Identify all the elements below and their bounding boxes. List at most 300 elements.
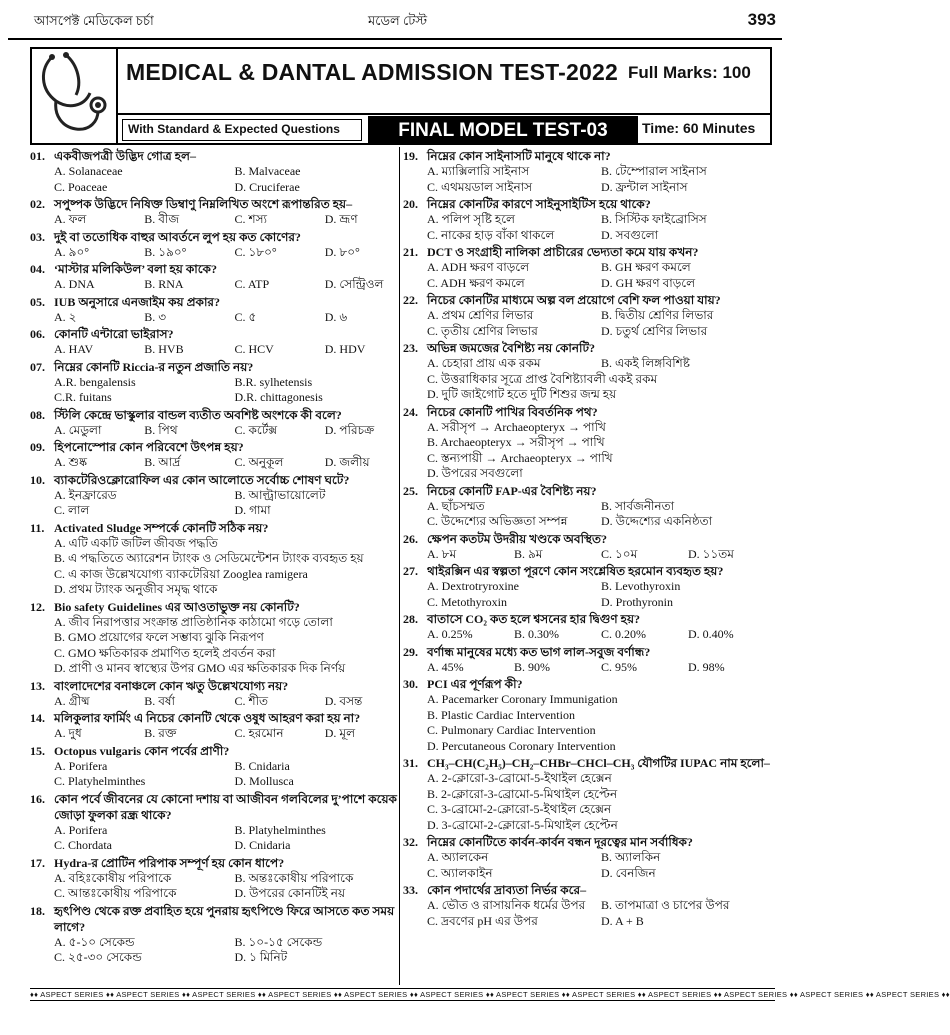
question-stem bbox=[30, 743, 415, 759]
answer-option: D. HDV bbox=[324, 342, 366, 356]
answer-option: B. HVB bbox=[144, 342, 184, 356]
answer-options bbox=[30, 245, 415, 261]
question-number: 23. bbox=[403, 341, 418, 355]
question-number: 13. bbox=[30, 678, 45, 693]
answer-option: D. চতুর্থ শ্রেণির লিভার bbox=[601, 323, 708, 338]
answer-option: C. HCV bbox=[234, 342, 274, 356]
question-stem bbox=[30, 326, 415, 342]
answer-option: C. ১৮০° bbox=[234, 244, 277, 259]
question-stem bbox=[30, 359, 415, 375]
question-stem bbox=[30, 229, 415, 245]
question-text: নিম্নের কোনটির কারণে সাইনুসাইটিস হয়ে থাকে? bbox=[427, 197, 651, 211]
answer-options bbox=[403, 547, 775, 563]
question-text: দুই বা ততোধিক বাহুর আবর্তনে লুপ হয় কত কোণের? bbox=[54, 229, 301, 244]
question-number: 08. bbox=[30, 407, 45, 422]
question-number: 18. bbox=[30, 903, 45, 918]
answer-option: C. 3-ব্রোমো-2-ক্লোরো-5-ইথাইল হেক্সেন bbox=[427, 802, 612, 816]
answer-option: C. ২৫-৩০ সেকেন্ড bbox=[54, 950, 142, 964]
question-item bbox=[403, 292, 775, 339]
question-text: কোন পদার্থের দ্রাব্যতা নির্ভর করে– bbox=[427, 883, 587, 897]
question-item bbox=[30, 439, 415, 471]
question-number: 20. bbox=[403, 197, 418, 211]
question-text: CH₃–CH(C₂H₅)–CH₂–CHBr–CHCl–CH₃ যৌগটির IUPAC নাম হলো– bbox=[427, 756, 770, 770]
answer-option: D. ৬ bbox=[324, 309, 348, 324]
question-number: 01. bbox=[30, 149, 45, 163]
answer-option: B. একই লিঙ্গবিশিষ্ট bbox=[601, 356, 690, 370]
question-text: IUB অনুসারে এনজাইম কয় প্রকার? bbox=[54, 294, 221, 309]
answer-options bbox=[30, 164, 415, 195]
question-number: 04. bbox=[30, 262, 45, 276]
question-item bbox=[403, 611, 775, 643]
answer-option: C.R. fuitans bbox=[54, 390, 112, 404]
answer-option: A. সরীসৃপ → Archaeopteryx → পাখি bbox=[427, 419, 606, 434]
answer-option: D. প্রথম ট্যাংক অনুজীব সমৃদ্ধ থাকে bbox=[54, 582, 218, 596]
question-text: স্টিলি কেন্দ্রে ভাস্কুলার বান্ডল ব্যতীত অবশিষ্ট অংশকে কী বলে? bbox=[54, 407, 342, 422]
answer-option: C. তৃতীয় শ্রেণির লিভার bbox=[427, 323, 538, 338]
answer-options bbox=[403, 499, 775, 530]
answer-options bbox=[30, 375, 415, 406]
answer-options bbox=[403, 660, 775, 676]
question-number: 06. bbox=[30, 327, 45, 341]
question-number: 28. bbox=[403, 612, 418, 626]
question-text: একবীজপত্রী উদ্ভিদ গোত্র হল– bbox=[54, 149, 196, 163]
answer-option: A. শুষ্ক bbox=[54, 455, 88, 469]
answer-option: B. এ পদ্ধতিতে অ্যারেশন ট্যাংক ও সেডিমেন্টেশন ট্যাংক ব্যবহৃত হয় bbox=[54, 551, 364, 565]
question-stem bbox=[30, 791, 415, 823]
answer-option: C. Metothyroxin bbox=[427, 594, 507, 609]
question-number: 16. bbox=[30, 791, 45, 806]
question-stem bbox=[403, 676, 775, 692]
answer-option: D. বসন্ত bbox=[324, 693, 363, 708]
running-header-book: আসপেক্ট মেডিকেল চর্চা bbox=[34, 13, 154, 28]
answer-options bbox=[30, 694, 415, 710]
answer-option: A. ৫-১০ সেকেন্ড bbox=[54, 934, 135, 949]
model-test-label: FINAL MODEL TEST-03 bbox=[368, 116, 638, 145]
question-text: বর্ণান্ধ মানুষের মধ্যে কত ভাগ লাল-সবুজ বর্ণান্ধ? bbox=[427, 644, 651, 659]
question-item bbox=[30, 710, 415, 742]
answer-options bbox=[30, 935, 415, 966]
answer-option: B. 0.30% bbox=[514, 627, 559, 641]
question-item bbox=[30, 148, 415, 195]
answer-option: D. Cruciferae bbox=[234, 179, 300, 194]
answer-option: B. দ্বিতীয় শ্রেণির লিভার bbox=[601, 308, 714, 322]
question-stem bbox=[403, 404, 775, 420]
answer-option: A. Solanaceae bbox=[54, 164, 123, 178]
answer-option: C. শস্য bbox=[234, 212, 268, 226]
question-item bbox=[403, 563, 775, 610]
question-text: Octopus vulgaris কোন পর্বের প্রাণী? bbox=[54, 743, 230, 758]
answer-option: B. পিথ bbox=[144, 422, 178, 437]
question-text: নিম্নের কোনটিতে কার্বন-কার্বন বন্ধন দূরত্বের মান সর্বাধিক? bbox=[427, 835, 693, 849]
banner-divider bbox=[118, 113, 770, 115]
question-item bbox=[403, 676, 775, 754]
answer-option: A. ADH ক্ষরণ বাড়লে bbox=[427, 260, 530, 274]
answer-option: C. উদ্দেশ্যের অভিজ্ঞতা সম্পন্ন bbox=[427, 514, 568, 528]
answer-option: A. Dextrotryroxine bbox=[427, 579, 519, 593]
answer-option: C. স্তন্যপায়ী → Archaeopteryx → পাখি bbox=[427, 450, 613, 465]
answer-option: B. টেম্পোরাল সাইনাস bbox=[601, 164, 707, 178]
answer-option: C. উত্তরাধিকার সূত্রে প্রাপ্ত বৈশিষ্ট্যাবলী একই রকম bbox=[427, 371, 658, 386]
question-text: ক্ষেপন কতটম উদরীয় খণ্ডকে অবস্থিত? bbox=[427, 531, 607, 546]
answer-option: A. DNA bbox=[54, 277, 95, 291]
question-number: 22. bbox=[403, 293, 418, 307]
question-number: 21. bbox=[403, 245, 418, 259]
exam-banner bbox=[30, 47, 772, 145]
answer-options bbox=[30, 871, 415, 902]
question-stem bbox=[30, 407, 415, 423]
answer-option: B. 2-ক্লোরো-3-ব্রোমো-5-মিথাইল হেপ্টেন bbox=[427, 786, 618, 801]
question-number: 33. bbox=[403, 883, 418, 897]
answer-option: D. Mollusca bbox=[234, 774, 294, 788]
question-number: 32. bbox=[403, 835, 418, 849]
answer-option: A. মেডুলা bbox=[54, 422, 102, 437]
question-stem bbox=[30, 520, 415, 536]
answer-options bbox=[30, 536, 415, 598]
answer-option: A. Pacemarker Coronary Immunigation bbox=[427, 692, 618, 706]
answer-option: C. Chordata bbox=[54, 838, 112, 852]
answer-option: A. জীব নিরাপত্তার সংক্রান্ত প্রাতিষ্ঠানিক কাঠামো গড়ে তোলা bbox=[54, 614, 333, 629]
answer-options bbox=[403, 356, 775, 403]
answer-option: D. মূল bbox=[324, 726, 356, 740]
question-number: 19. bbox=[403, 149, 418, 163]
answer-option: A. অ্যালকেন bbox=[427, 850, 489, 864]
question-stem bbox=[403, 644, 775, 660]
answer-option: D. উপরের কোনটিই নয় bbox=[234, 886, 346, 900]
answer-option: B. Platyhelminthes bbox=[234, 822, 326, 837]
answer-option: B. RNA bbox=[144, 277, 184, 291]
question-stem bbox=[30, 196, 415, 212]
question-item bbox=[30, 520, 415, 598]
question-stem bbox=[403, 196, 775, 212]
answer-option: C. হরমোন bbox=[234, 726, 284, 740]
answer-options bbox=[30, 823, 415, 854]
question-number: 10. bbox=[30, 472, 45, 487]
answer-option: C. কর্টেক্স bbox=[234, 422, 278, 437]
exam-subtitle: With Standard & Expected Questions bbox=[122, 119, 362, 141]
question-stem bbox=[403, 148, 775, 164]
answer-option: A. 2-ক্লোরো-3-ব্রোমো-5-ইথাইল হেক্সেন bbox=[427, 771, 612, 785]
answer-option: D. পরিচক্র bbox=[324, 422, 375, 437]
question-item bbox=[30, 903, 415, 966]
answer-option: B. আর্দ্র bbox=[144, 455, 181, 469]
question-number: 24. bbox=[403, 404, 418, 419]
right-question-column bbox=[403, 148, 775, 930]
answer-option: C. ADH ক্ষরণ কমলে bbox=[427, 275, 525, 290]
answer-options bbox=[30, 342, 415, 358]
question-number: 29. bbox=[403, 644, 418, 659]
answer-options bbox=[30, 455, 415, 471]
question-text: থাইরক্সিন এর স্বল্পতা পূরণে কোন সংশ্লেষিত হরমোন ব্যবহৃত হয়? bbox=[427, 564, 724, 578]
question-text: নিচের কোনটির মাধ্যমে অল্প বল প্রয়োগে বেশি ফল পাওয়া যায়? bbox=[427, 293, 721, 307]
question-item bbox=[30, 599, 415, 677]
answer-option: D.R. chittagonesis bbox=[234, 390, 323, 404]
question-number: 31. bbox=[403, 756, 418, 770]
left-question-column bbox=[30, 148, 415, 967]
answer-option: B. GMO প্রয়োগের ফলে সম্ভাব্য ঝুকি নিরূপণ bbox=[54, 630, 264, 644]
question-stem bbox=[403, 292, 775, 308]
question-text: নিম্নের কোন সাইনাসটি মানুষে থাকে না? bbox=[427, 149, 611, 163]
answer-option: B. Archaeopteryx → সরীসৃপ → পাখি bbox=[427, 435, 605, 449]
answer-options bbox=[403, 850, 775, 881]
answer-option: D. উদ্দেশ্যের একনিষ্ঠতা bbox=[601, 514, 713, 528]
question-number: 26. bbox=[403, 531, 418, 546]
full-marks: Full Marks: 100 bbox=[628, 63, 751, 82]
answer-option: D. সেন্ট্রিওল bbox=[324, 277, 384, 291]
answer-option: A. ৮ম bbox=[427, 546, 457, 561]
answer-option: D. জলীয় bbox=[324, 455, 370, 469]
question-number: 02. bbox=[30, 197, 45, 211]
question-number: 07. bbox=[30, 359, 45, 374]
question-number: 27. bbox=[403, 564, 418, 578]
question-stem bbox=[403, 531, 775, 547]
question-text: হিপনোস্পোর কোন পরিবেশে উৎপন্ন হয়? bbox=[54, 440, 244, 454]
time-limit: Time: 60 Minutes bbox=[642, 120, 756, 136]
answer-option: A. দুধ bbox=[54, 726, 82, 740]
answer-options bbox=[30, 212, 415, 228]
answer-option: B. ১০-১৫ সেকেন্ড bbox=[234, 934, 323, 949]
answer-option: D. ভ্রূণ bbox=[324, 212, 358, 226]
answer-option: C. Platyhelminthes bbox=[54, 774, 146, 788]
question-text: DCT ও সংগ্রাহী নালিকা প্রাচীরের ভেদ্যতা কমে যায় কখন? bbox=[427, 245, 699, 259]
answer-option: D. Cnidaria bbox=[234, 838, 291, 852]
answer-option: B. 90% bbox=[514, 659, 550, 674]
answer-option: C. 95% bbox=[601, 659, 637, 674]
header-rule bbox=[8, 38, 782, 40]
answer-option: D. ১১তম bbox=[688, 546, 734, 561]
question-number: 15. bbox=[30, 743, 45, 758]
answer-option: B. অ্যালকিন bbox=[601, 850, 661, 864]
question-text: নিম্নের কোনটি Riccia-র নতুন প্রজাতি নয়? bbox=[54, 359, 254, 374]
question-number: 30. bbox=[403, 677, 418, 691]
question-text: Activated Sludge সম্পর্কে কোনটি সঠিক নয়? bbox=[54, 520, 269, 535]
page-number: 393 bbox=[747, 10, 776, 29]
question-stem bbox=[403, 340, 775, 356]
answer-option: D. ৮০° bbox=[324, 244, 360, 259]
answer-option: D. দুটি জাইগোট হতে দুটি শিশুর জন্ম হয় bbox=[427, 387, 617, 401]
question-stem bbox=[403, 755, 775, 771]
answer-options bbox=[403, 579, 775, 610]
answer-options bbox=[30, 423, 415, 439]
answer-option: D. গামা bbox=[234, 503, 271, 517]
answer-option: A. পলিপ সৃষ্টি হলে bbox=[427, 212, 515, 226]
answer-option: C. Poaceae bbox=[54, 179, 108, 194]
answer-option: A. ইনফ্রারেড bbox=[54, 487, 117, 502]
question-stem bbox=[30, 472, 415, 488]
question-item bbox=[403, 755, 775, 833]
footer-series-strip: ♦♦ ASPECT SERIES ♦♦ ASPECT SERIES ♦♦ ASPECT SERIES ♦♦ ASPECT SERIES ♦♦ ASPECT SERIES ♦♦ ASPECT SERIES ♦♦ ASPECT SERIES ♦♦ ASPECT SERIES ♦♦ ASPECT SERIES ♦♦ ASPECT SERIES ♦♦ ASPECT SERIES ♦♦ ASPECT SERIES ♦♦ bbox=[30, 990, 950, 999]
answer-option: C. এথময়ডাল সাইনাস bbox=[427, 179, 533, 194]
answer-options bbox=[403, 771, 775, 833]
answer-option: C. Pulmonary Cardiac Intervention bbox=[427, 723, 596, 737]
question-stem bbox=[30, 148, 415, 164]
question-stem bbox=[30, 261, 415, 277]
answer-option: D. GH ক্ষরণ বাড়লে bbox=[601, 275, 696, 290]
question-number: 25. bbox=[403, 483, 418, 498]
answer-options bbox=[30, 310, 415, 326]
answer-option: C. ৫ bbox=[234, 309, 257, 324]
answer-options bbox=[30, 759, 415, 790]
question-text: Hydra-র প্রোটিন পরিপাক সম্পূর্ণ হয় কোন ধাপে? bbox=[54, 855, 285, 870]
answer-option: C. দ্রবণের pH এর উপর bbox=[427, 913, 538, 928]
answer-option: B. রক্ত bbox=[144, 726, 177, 740]
answer-option: D. প্রাণী ও মানব স্বাস্থ্যের উপর GMO এর ক্ষতিকারক দিক নির্ণয় bbox=[54, 661, 346, 675]
question-number: 05. bbox=[30, 294, 45, 309]
answer-option: C. নাকের হাড় বাঁকা থাকলে bbox=[427, 227, 555, 242]
answer-option: C. অ্যালকাইন bbox=[427, 865, 493, 880]
answer-option: A. ফল bbox=[54, 212, 87, 226]
answer-option: A. এটি একটি জটিল জীবজ পদ্ধতি bbox=[54, 535, 218, 550]
answer-option: A. 0.25% bbox=[427, 627, 473, 641]
answer-options bbox=[403, 898, 775, 929]
answer-options bbox=[403, 164, 775, 195]
answer-options bbox=[30, 726, 415, 742]
question-item bbox=[403, 834, 775, 881]
answer-option: B. Levothyroxin bbox=[601, 579, 681, 593]
question-number: 11. bbox=[30, 520, 45, 535]
question-text: নিচের কোনটি পাখির বিবর্তনিক পথ? bbox=[427, 404, 598, 419]
question-item bbox=[30, 229, 415, 261]
question-text: সপুষ্পক উদ্ভিদে নিষিক্ত ডিম্বাণু নিম্নলিখিত অংশে রূপান্তরিত হয়– bbox=[54, 197, 353, 211]
question-item bbox=[403, 483, 775, 530]
answer-option: A. Porifera bbox=[54, 758, 108, 773]
answer-options bbox=[403, 260, 775, 291]
question-item bbox=[403, 882, 775, 929]
question-stem bbox=[30, 599, 415, 615]
answer-option: B. সার্বজনীনতা bbox=[601, 498, 675, 513]
question-item bbox=[403, 644, 775, 676]
question-text: নিচের কোনটি FAP-এর বৈশিষ্ট্য নয়? bbox=[427, 483, 597, 498]
question-text: বাতাসে CO₂ কত হলে শ্বসনের হার দ্বিগুণ হয়? bbox=[427, 612, 641, 626]
question-stem bbox=[30, 710, 415, 726]
answer-option: A. ভৌত ও রাসায়নিক ধর্মের উপর bbox=[427, 898, 586, 912]
answer-option: B. ৯ম bbox=[514, 546, 543, 561]
answer-options bbox=[403, 692, 775, 754]
answer-options bbox=[403, 420, 775, 482]
answer-option: C. লাল bbox=[54, 503, 90, 517]
answer-option: C. আন্তঃকোষীয় পরিপাকে bbox=[54, 886, 177, 900]
answer-option: C. অনুকূল bbox=[234, 455, 284, 469]
question-item bbox=[30, 294, 415, 326]
answer-option: B. ১৯০° bbox=[144, 244, 187, 259]
answer-option: A. প্রথম শ্রেণির লিভার bbox=[427, 308, 534, 322]
answer-option: D. Prothyronin bbox=[601, 594, 673, 609]
answer-option: B. অন্তঃকোষীয় পরিপাকে bbox=[234, 870, 354, 885]
question-number: 03. bbox=[30, 229, 45, 244]
question-number: 09. bbox=[30, 440, 45, 454]
answer-options bbox=[403, 627, 775, 643]
question-stem bbox=[403, 882, 775, 898]
question-number: 12. bbox=[30, 599, 45, 614]
question-text: মলিকুলার ফার্মিং এ নিচের কোনটি থেকে ওষুধ আহরণ করা হয় না? bbox=[54, 711, 361, 725]
answer-option: A. ছাঁচসম্মত bbox=[427, 498, 485, 513]
question-item bbox=[30, 407, 415, 439]
answer-option: C. GMO ক্ষতিকারক প্রমাণিত হলেই প্রবর্তন করা bbox=[54, 645, 276, 660]
question-stem bbox=[403, 563, 775, 579]
answer-option: D. 98% bbox=[688, 659, 725, 674]
answer-option: B. GH ক্ষরণ কমলে bbox=[601, 260, 691, 274]
answer-option: D. উপরের সবগুলো bbox=[427, 466, 523, 480]
question-stem bbox=[403, 834, 775, 850]
question-item bbox=[403, 244, 775, 291]
answer-option: B.R. sylhetensis bbox=[234, 374, 313, 389]
answer-option: A. Porifera bbox=[54, 822, 108, 837]
question-item bbox=[30, 855, 415, 902]
question-stem bbox=[403, 244, 775, 260]
question-item bbox=[403, 196, 775, 243]
answer-option: B. বর্ষা bbox=[144, 693, 176, 708]
question-stem bbox=[30, 855, 415, 871]
answer-option: B. বীজ bbox=[144, 212, 180, 226]
answer-option: A.R. bengalensis bbox=[54, 374, 136, 389]
answer-option: B. তাপমাত্রা ও চাপের উপর bbox=[601, 898, 730, 912]
answer-option: A. 45% bbox=[427, 659, 464, 674]
answer-option: A. গ্রীষ্ম bbox=[54, 693, 90, 708]
exam-title: MEDICAL & DANTAL ADMISSION TEST-2022 bbox=[126, 59, 618, 85]
question-stem bbox=[403, 483, 775, 499]
question-text: ব্যাকটেরিওক্লোরোফিল এর কোন আলোতে সর্বোচ্চ শোষণ ঘটে? bbox=[54, 472, 350, 487]
question-text: কোনটি এন্টারো ভাইরাস? bbox=[54, 327, 174, 341]
question-stem bbox=[403, 611, 775, 627]
question-text: হৃৎপিণ্ড থেকে রক্ত প্রবাহিত হয়ে পুনরায় হৃৎপিণ্ডে ফিরে আসতে কত সময় লাগে? bbox=[54, 903, 395, 934]
question-item bbox=[30, 678, 415, 710]
answer-option: B. Malvaceae bbox=[234, 164, 301, 178]
answer-options bbox=[403, 308, 775, 339]
question-item bbox=[30, 261, 415, 293]
answer-option: B. ৩ bbox=[144, 309, 167, 324]
question-stem bbox=[30, 678, 415, 694]
answer-option: B. Plastic Cardiac Intervention bbox=[427, 707, 575, 722]
question-text: কোন পর্বে জীবনের যে কোনো দশায় বা আজীবন গলবিলের দু’পাশে কয়েক জোড়া ফুলকা রন্ধ্র থাকে? bbox=[54, 791, 397, 822]
question-item bbox=[30, 196, 415, 228]
question-text: অভিন্ন জমজের বৈশিষ্ট্য নয় কোনটি? bbox=[427, 341, 596, 355]
answer-option: C. এ কাজ উল্লেখযোগ্য ব্যাকটেরিয়া Zooglea ramigera bbox=[54, 566, 308, 581]
answer-option: D. সবগুলো bbox=[601, 227, 659, 242]
question-item bbox=[30, 359, 415, 406]
answer-option: A. চেহারা প্রায় এক রকম bbox=[427, 356, 541, 370]
question-stem bbox=[30, 294, 415, 310]
answer-option: B. Cnidaria bbox=[234, 758, 290, 773]
answer-options bbox=[30, 488, 415, 519]
answer-options bbox=[30, 277, 415, 293]
answer-options bbox=[30, 615, 415, 677]
answer-option: D. Percutaneous Coronary Intervention bbox=[427, 738, 616, 753]
question-item bbox=[403, 340, 775, 403]
question-item bbox=[403, 531, 775, 563]
question-item bbox=[30, 791, 415, 854]
stethoscope-icon bbox=[32, 49, 118, 143]
question-item bbox=[30, 743, 415, 790]
question-item bbox=[403, 148, 775, 195]
answer-option: A. HAV bbox=[54, 342, 94, 356]
answer-options bbox=[403, 212, 775, 243]
answer-option: C. 0.20% bbox=[601, 627, 646, 641]
answer-option: C. ATP bbox=[234, 277, 270, 291]
answer-option: D. A + B bbox=[601, 913, 644, 928]
question-item bbox=[30, 326, 415, 358]
answer-option: B. সিস্টিক ফাইব্রোসিস bbox=[601, 212, 707, 226]
question-text: PCI এর পূর্ণরূপ কী? bbox=[427, 677, 523, 691]
answer-option: D. ১ মিনিট bbox=[234, 950, 288, 964]
question-item bbox=[30, 472, 415, 519]
question-text: Bio safety Guidelines এর আওতাভুক্ত নয় কোনটি? bbox=[54, 599, 300, 614]
answer-option: A. ২ bbox=[54, 309, 77, 324]
answer-option: B. আল্ট্রাভায়োলেট bbox=[234, 487, 326, 502]
answer-option: D. 0.40% bbox=[688, 627, 734, 641]
running-header-section: মডেল টেস্ট bbox=[368, 13, 428, 28]
answer-option: D. ফ্রন্টাল সাইনাস bbox=[601, 179, 688, 194]
answer-option: C. ১০ম bbox=[601, 546, 638, 561]
question-text: বাংলাদেশের বনাঞ্চলে কোন ঋতু উল্লেখযোগ্য নয়? bbox=[54, 678, 289, 693]
